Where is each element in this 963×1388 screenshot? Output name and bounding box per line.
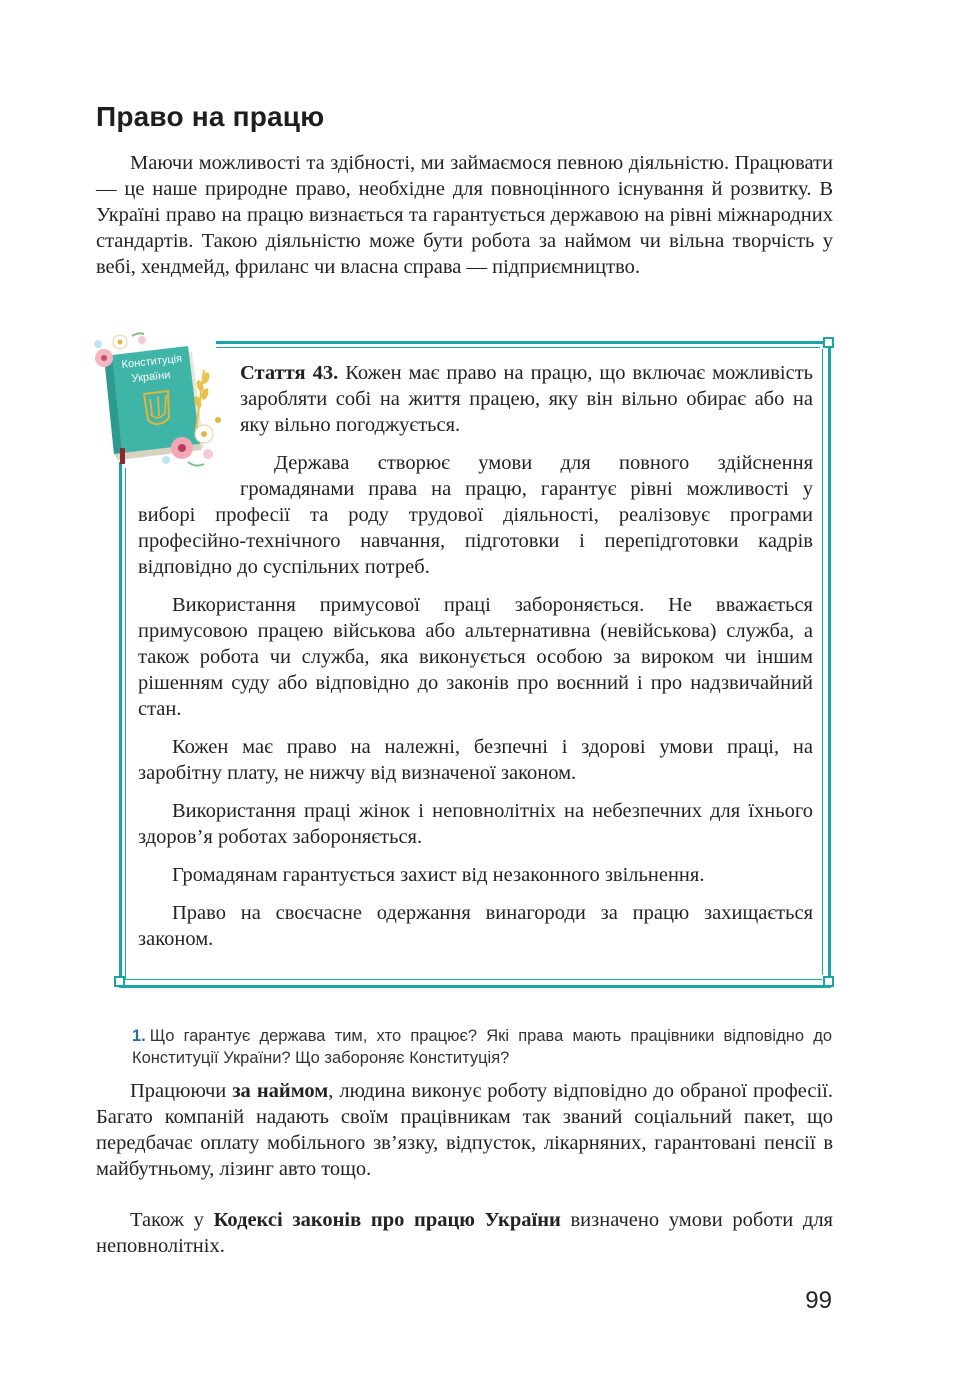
work-text-post: , людина виконує роботу відповідно до обраної професії. Багато компаній надають своїм працівникам так званий соціальний пакет, що передбачає оплату мобільного зв’язку, відпусток, лікарняних, гарантовані пенсії в майбутньому, лізинг авто тощо. [96, 1080, 833, 1180]
frame-corner-ornament [823, 337, 834, 348]
labor-code-paragraph [96, 1207, 833, 1259]
article-text-1: Кожен має право на працю, що включає можливість заробляти собі на життя працею, яку він вільно обирає або на яку вільно погоджується. [240, 362, 814, 436]
code-text-pre: Також у [130, 1209, 214, 1231]
frame-border-right [828, 341, 831, 985]
work-bold-term: за наймом [232, 1080, 329, 1102]
frame-border-left [119, 462, 122, 988]
article-paragraph-5: Використання праці жінок і неповнолітніх на небезпечних для їхнього здоров’я роботах забороняється. [138, 800, 813, 848]
work-paragraph [96, 1078, 833, 1182]
frame-border-bottom [119, 985, 831, 988]
question-text: Що гарантує держава тим, хто працює? Які права мають працівники відповідно до Конституції України? Що забороняє Конституція? [132, 1027, 832, 1067]
frame-corner-ornament [114, 976, 125, 987]
constitution-article-box [138, 360, 813, 964]
page-number: 99 [805, 1287, 832, 1314]
intro-paragraph: Маючи можливості та здібності, ми займаємося певною діяльністю. Працювати — це наше природне право, необхідне для повноцінного існування й розвитку. В Україні право на працю визнається та гарантується державою на рівні міжнародних стандартів. Такою діяльністю може бути робота за наймом чи вільна творчість у вебі, хендмейд, фриланс чи власна справа — підприємництво. [96, 152, 833, 278]
work-text-pre: Працюючи [130, 1080, 233, 1102]
frame-border-top [216, 341, 828, 344]
article-paragraph-3: Використання примусової праці забороняється. Не вважається примусовою працею військова або альтернативна (невійськова) служба, а також робота чи служба, яка виконується особою за вироком чи іншим рішенням суду або відповідно до законів про воєнний і про надзвичайний стан. [138, 594, 813, 720]
frame-corner-ornament [823, 976, 834, 987]
question-number: 1. [132, 1027, 146, 1045]
frame-border-top-inner [216, 347, 820, 348]
frame-border-left-inner [125, 468, 126, 980]
article-paragraph-7: Право на своєчасне одержання винагороди за працю захищається законом. [138, 902, 813, 950]
frame-border-bottom-inner [125, 979, 822, 980]
article-paragraph-1 [138, 360, 813, 438]
section-heading: Право на працю [96, 101, 325, 132]
article-title: Стаття 43. [240, 362, 339, 384]
frame-border-right-inner [822, 349, 823, 975]
book-title-line1: Конституція [121, 352, 183, 371]
labor-code-bold-term: Кодексі законів про працю України [213, 1209, 561, 1231]
article-paragraph-4: Кожен має право на належні, безпечні і здорові умови праці, на заробітну плату, не нижчу від визначеної законом. [138, 736, 813, 784]
book-title-line2: України [131, 368, 171, 385]
question-1 [132, 1025, 832, 1069]
code-text-post: визначено умови роботи для неповнолітніх. [96, 1209, 833, 1257]
article-paragraph-2: Держава створює умови для повного здійснення громадянами права на працю, гарантує рівні можливості у виборі професії та роду трудової діяльності, реалізовує програми професійно-технічного навчання, підготовки і перепідготовки кадрів відповідно до суспільних потреб. [138, 452, 813, 578]
article-paragraph-6: Громадянам гарантується захист від незаконного звільнення. [172, 864, 705, 886]
